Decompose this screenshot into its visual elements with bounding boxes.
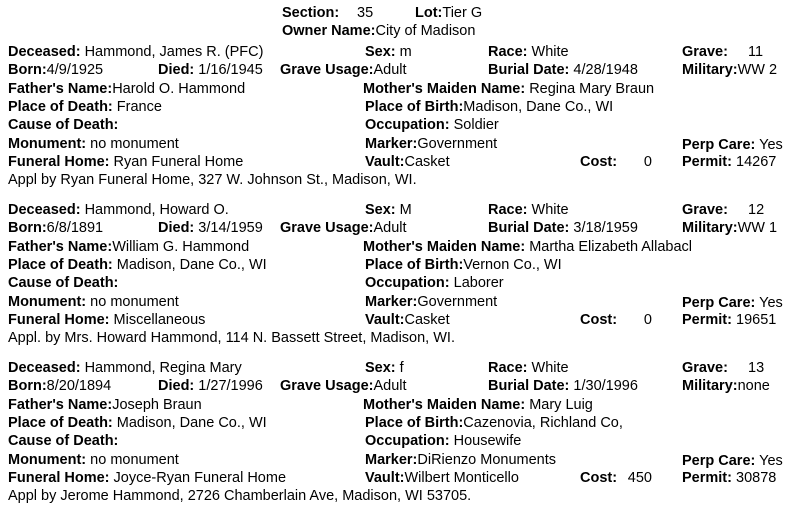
grave-field: [682, 360, 728, 377]
permit-label: Permit:: [682, 153, 732, 170]
perp-care-value: Yes: [759, 136, 783, 153]
perp-care-label: Perp Care:: [682, 294, 756, 311]
burial-date-value: 3/18/1959: [573, 220, 638, 237]
cause-of-death-field: [8, 275, 118, 292]
perp-care-value: Yes: [759, 452, 783, 469]
perp-care-field: [682, 295, 783, 312]
cause-of-death-label: Cause of Death:: [8, 433, 119, 450]
vault-value: Wilbert Monticello: [404, 469, 519, 486]
cost-label: Cost:: [580, 311, 618, 328]
father-field: [8, 239, 249, 256]
race-label: Race:: [488, 202, 528, 218]
deceased-field: [8, 44, 263, 61]
deceased-label: Deceased:: [8, 44, 81, 60]
died-label: Died:: [158, 220, 195, 237]
permit-field: [682, 312, 776, 329]
occupation-label: Occupation:: [365, 117, 450, 134]
born-field: [8, 62, 103, 79]
military-label: Military:: [682, 378, 738, 395]
died-label: Died:: [158, 378, 195, 395]
father-label: Father's Name:: [8, 80, 113, 97]
place-of-birth-label: Place of Birth:: [365, 256, 464, 273]
grave-usage-label: Grave Usage:: [280, 220, 374, 237]
sex-value: m: [399, 44, 412, 60]
permit-value: 14267: [736, 153, 777, 170]
cost-value: 0: [643, 153, 652, 170]
place-of-birth-field: [365, 415, 623, 432]
deceased-value: Hammond, Regina Mary: [84, 360, 242, 376]
died-value: 1/27/1996: [198, 378, 263, 395]
place-of-death-label: Place of Death:: [8, 98, 113, 115]
vault-field: [365, 312, 450, 329]
marker-value: Government: [417, 293, 498, 310]
place-of-death-field: [8, 257, 267, 274]
place-of-birth-field: [365, 99, 613, 116]
died-label: Died:: [158, 62, 195, 79]
place-of-birth-value: Madison, Dane Co., WI: [463, 98, 614, 115]
deceased-value: Hammond, Howard O.: [84, 202, 229, 218]
grave-field: [682, 44, 728, 61]
application-note: Appl by Ryan Funeral Home, 327 W. Johnson St., Madison, WI.: [8, 172, 417, 189]
father-value: Joseph Braun: [112, 396, 202, 413]
cost-label: Cost:: [580, 469, 618, 486]
marker-field: [365, 452, 556, 469]
place-of-death-label: Place of Death:: [8, 256, 113, 273]
application-note: Appl by Jerome Hammond, 2726 Chamberlain Ave, Madison, WI 53705.: [8, 488, 472, 505]
died-field: [158, 62, 263, 79]
monument-label: Monument:: [8, 451, 87, 468]
monument-value: no monument: [90, 135, 179, 152]
grave-value: 13: [748, 360, 765, 376]
marker-label: Marker:: [365, 135, 418, 152]
deceased-label: Deceased:: [8, 202, 81, 218]
marker-label: Marker:: [365, 293, 418, 310]
sex-field: [365, 44, 412, 61]
race-value: White: [531, 44, 569, 60]
perp-care-label: Perp Care:: [682, 136, 756, 153]
father-label: Father's Name:: [8, 238, 113, 255]
funeral-home-label: Funeral Home:: [8, 153, 110, 170]
lot-value: Tier G: [442, 5, 483, 21]
application-note: Appl. by Mrs. Howard Hammond, 114 N. Bassett Street, Madison, WI.: [8, 330, 455, 347]
father-field: [8, 81, 245, 98]
monument-field: [8, 452, 179, 469]
occupation-field: [365, 433, 521, 450]
occupation-label: Occupation:: [365, 275, 450, 292]
monument-label: Monument:: [8, 135, 87, 152]
lot-field: [415, 4, 482, 22]
monument-field: [8, 294, 179, 311]
permit-field: [682, 154, 776, 171]
died-field: [158, 378, 263, 395]
sex-field: [365, 202, 412, 219]
place-of-death-value: Madison, Dane Co., WI: [116, 414, 267, 431]
grave-usage-value: Adult: [373, 220, 407, 237]
vault-label: Vault:: [365, 153, 405, 170]
military-label: Military:: [682, 220, 738, 237]
grave-usage-value: Adult: [373, 378, 407, 395]
grave-label: Grave:: [682, 360, 728, 376]
burial-date-field: [488, 62, 638, 79]
funeral-home-value: Miscellaneous: [113, 311, 206, 328]
vault-field: [365, 470, 519, 487]
sex-field: [365, 360, 404, 377]
sex-label: Sex:: [365, 202, 396, 218]
born-label: Born:: [8, 62, 47, 79]
race-field: [488, 360, 569, 377]
father-label: Father's Name:: [8, 396, 113, 413]
place-of-death-field: [8, 99, 162, 116]
race-value: White: [531, 360, 569, 376]
place-of-death-value: France: [116, 98, 162, 115]
born-field: [8, 378, 111, 395]
marker-field: [365, 294, 497, 311]
cost-label: Cost:: [580, 153, 618, 170]
race-field: [488, 44, 569, 61]
section-field: [282, 4, 339, 22]
sex-value: f: [399, 360, 404, 376]
funeral-home-field: [8, 154, 243, 171]
occupation-value: Housewife: [453, 433, 522, 450]
funeral-home-value: Joyce-Ryan Funeral Home: [113, 469, 287, 486]
grave-usage-field: [280, 62, 407, 79]
father-field: [8, 397, 202, 414]
place-of-birth-label: Place of Birth:: [365, 414, 464, 431]
occupation-value: Soldier: [453, 117, 499, 134]
sex-value: M: [399, 202, 412, 218]
place-of-death-field: [8, 415, 267, 432]
place-of-birth-value: Vernon Co., WI: [463, 256, 562, 273]
grave-usage-value: Adult: [373, 62, 407, 79]
occupation-field: [365, 117, 499, 134]
perp-care-field: [682, 137, 783, 154]
military-value: none: [737, 378, 770, 395]
owner-field: [282, 22, 475, 40]
vault-label: Vault:: [365, 311, 405, 328]
born-field: [8, 220, 103, 237]
died-value: 1/16/1945: [198, 62, 263, 79]
perp-care-value: Yes: [759, 294, 783, 311]
place-of-death-label: Place of Death:: [8, 414, 113, 431]
permit-value: 19651: [736, 311, 777, 328]
cause-of-death-label: Cause of Death:: [8, 275, 119, 292]
permit-label: Permit:: [682, 311, 732, 328]
mother-value: Regina Mary Braun: [529, 80, 655, 97]
vault-field: [365, 154, 450, 171]
born-value: 4/9/1925: [46, 62, 104, 79]
died-field: [158, 220, 263, 237]
deceased-value: Hammond, James R. (PFC): [84, 44, 264, 60]
section-label: Section:: [282, 5, 340, 21]
perp-care-field: [682, 453, 783, 470]
marker-field: [365, 136, 497, 153]
mother-field: [363, 397, 593, 414]
funeral-home-value: Ryan Funeral Home: [113, 153, 244, 170]
perp-care-label: Perp Care:: [682, 452, 756, 469]
mother-label: Mother's Maiden Name:: [363, 396, 526, 413]
occupation-value: Laborer: [453, 275, 504, 292]
place-of-birth-label: Place of Birth:: [365, 98, 464, 115]
cause-of-death-field: [8, 117, 118, 134]
mother-field: [363, 239, 692, 256]
born-label: Born:: [8, 378, 47, 395]
born-label: Born:: [8, 220, 47, 237]
burial-date-label: Burial Date:: [488, 378, 570, 395]
race-label: Race:: [488, 44, 528, 60]
section-value: 35: [357, 5, 374, 21]
sex-label: Sex:: [365, 360, 396, 376]
occupation-field: [365, 275, 504, 292]
monument-label: Monument:: [8, 293, 87, 310]
grave-label: Grave:: [682, 44, 728, 60]
vault-label: Vault:: [365, 469, 405, 486]
vault-value: Casket: [404, 311, 450, 328]
grave-usage-label: Grave Usage:: [280, 62, 374, 79]
monument-value: no monument: [90, 451, 179, 468]
monument-value: no monument: [90, 293, 179, 310]
permit-label: Permit:: [682, 469, 732, 486]
burial-date-label: Burial Date:: [488, 62, 570, 79]
race-field: [488, 202, 569, 219]
burial-date-value: 1/30/1996: [573, 378, 638, 395]
grave-value: 12: [748, 202, 765, 218]
race-value: White: [531, 202, 569, 218]
funeral-home-label: Funeral Home:: [8, 311, 110, 328]
cost-value: 0: [643, 311, 652, 328]
military-label: Military:: [682, 62, 738, 79]
monument-field: [8, 136, 179, 153]
born-value: 6/8/1891: [46, 220, 104, 237]
mother-value: Mary Luig: [529, 396, 593, 413]
funeral-home-label: Funeral Home:: [8, 469, 110, 486]
mother-label: Mother's Maiden Name:: [363, 238, 526, 255]
marker-value: Government: [417, 135, 498, 152]
military-field: [682, 220, 777, 237]
lot-label: Lot:: [415, 5, 443, 21]
cost-value: 450: [627, 469, 652, 486]
father-value: Harold O. Hammond: [112, 80, 246, 97]
died-value: 3/14/1959: [198, 220, 263, 237]
military-value: WW 2: [737, 62, 778, 79]
mother-field: [363, 81, 654, 98]
cause-of-death-label: Cause of Death:: [8, 117, 119, 134]
born-value: 8/20/1894: [46, 378, 112, 395]
burial-date-value: 4/28/1948: [573, 62, 638, 79]
burial-date-field: [488, 220, 638, 237]
cause-of-death-field: [8, 433, 118, 450]
permit-field: [682, 470, 776, 487]
sex-label: Sex:: [365, 44, 396, 60]
funeral-home-field: [8, 470, 286, 487]
grave-field: [682, 202, 728, 219]
deceased-label: Deceased:: [8, 360, 81, 376]
deceased-field: [8, 202, 229, 219]
grave-usage-field: [280, 378, 407, 395]
permit-value: 30878: [736, 469, 777, 486]
marker-value: DiRienzo Monuments: [417, 451, 557, 468]
grave-usage-label: Grave Usage:: [280, 378, 374, 395]
marker-label: Marker:: [365, 451, 418, 468]
mother-label: Mother's Maiden Name:: [363, 80, 526, 97]
father-value: William G. Hammond: [112, 238, 250, 255]
place-of-death-value: Madison, Dane Co., WI: [116, 256, 267, 273]
burial-date-label: Burial Date:: [488, 220, 570, 237]
owner-value: City of Madison: [375, 23, 476, 39]
place-of-birth-field: [365, 257, 562, 274]
military-field: [682, 378, 770, 395]
military-field: [682, 62, 777, 79]
grave-usage-field: [280, 220, 407, 237]
occupation-label: Occupation:: [365, 433, 450, 450]
owner-label: Owner Name:: [282, 23, 376, 39]
grave-label: Grave:: [682, 202, 728, 218]
military-value: WW 1: [737, 220, 778, 237]
mother-value: Martha Elizabeth Allabacl: [529, 238, 693, 255]
burial-date-field: [488, 378, 638, 395]
vault-value: Casket: [404, 153, 450, 170]
deceased-field: [8, 360, 242, 377]
race-label: Race:: [488, 360, 528, 376]
place-of-birth-value: Cazenovia, Richland Co,: [463, 414, 623, 431]
grave-value: 11: [748, 44, 764, 60]
funeral-home-field: [8, 312, 205, 329]
